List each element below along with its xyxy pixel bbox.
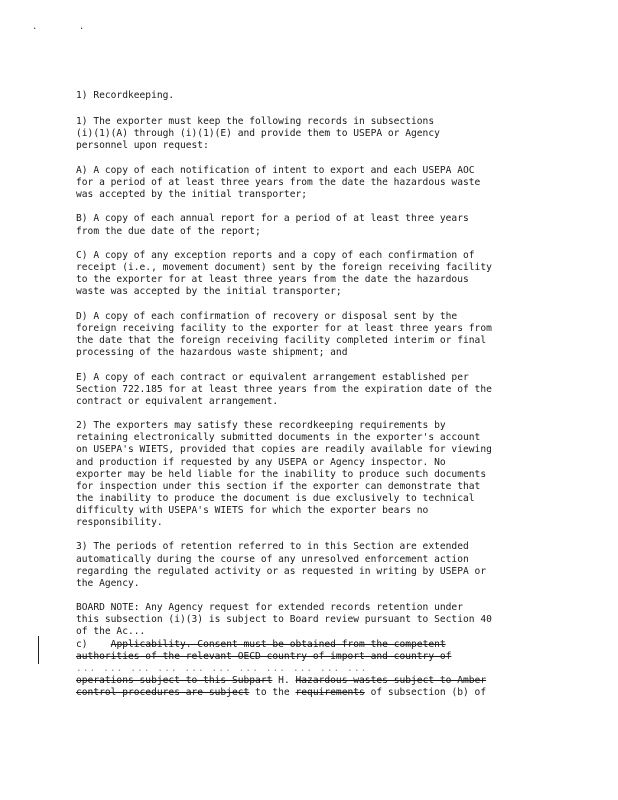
text-line: on USEPA's WIETS, provided that copies are readily available for viewing xyxy=(76,444,492,456)
text-line: BOARD NOTE: Any Agency request for extended records retention under xyxy=(76,602,463,614)
document-page xyxy=(76,90,546,711)
text-line: C) A copy of any exception reports and a copy of each confirmation of xyxy=(76,250,475,262)
struck-line-2: authorities of the relevant OECD country of import and country of xyxy=(76,650,452,662)
struck-section xyxy=(76,639,546,699)
text-line: contract or equivalent arrangement. xyxy=(76,395,279,407)
plain-text: to the xyxy=(249,686,296,698)
plain-text: of subsection (b) of xyxy=(364,686,487,698)
faint-line: ... ... ... ... ... ... ... ... ... ... ... xyxy=(76,662,368,674)
text-line: difficulty with USEPA's WIETS for which the exporter bears no xyxy=(76,504,429,516)
paragraph-a xyxy=(76,165,546,201)
text-line: personnel upon request: xyxy=(76,140,209,152)
text-line: 3) The periods of retention referred to in this Section are extended xyxy=(76,541,469,553)
text-line: and production if requested by any USEPA or Agency inspector. No xyxy=(76,456,446,468)
text-line: exporter may be held liable for the inability to produce such documents xyxy=(76,468,487,480)
text-line: B) A copy of each annual report for a period of at least three years xyxy=(76,213,469,225)
text-line: A) A copy of each notification of intent to export and each USEPA AOC xyxy=(76,164,475,176)
struck-text: requirements xyxy=(295,686,365,698)
paragraph-d xyxy=(76,311,546,359)
text-line: D) A copy of each confirmation of recovery or disposal sent by the xyxy=(76,310,458,322)
plain-text: H. xyxy=(272,674,296,686)
paragraph-e xyxy=(76,372,546,408)
text-line: processing of the hazardous waste shipment; and xyxy=(76,347,348,359)
struck-line-1 xyxy=(76,639,546,651)
text-line: E) A copy of each contract or equivalent arrangement established per xyxy=(76,371,469,383)
text-line: responsibility. xyxy=(76,516,163,528)
text-line: foreign receiving facility to the exporter for at least three years from xyxy=(76,322,492,334)
text-line: 1) The exporter must keep the following records in subsections xyxy=(76,116,435,128)
section-heading xyxy=(76,90,546,102)
struck-line-4 xyxy=(76,675,546,687)
heading-text: 1) Recordkeeping. xyxy=(76,90,175,101)
header-marks: . . xyxy=(32,22,103,32)
paragraph-2 xyxy=(76,420,546,529)
paragraph-c xyxy=(76,250,546,298)
text-line: for a period of at least three years from the date the hazardous waste xyxy=(76,176,481,188)
text-line: the date that the foreign receiving facility completed interim or final xyxy=(76,334,487,346)
paragraph-b xyxy=(76,213,546,237)
text-line: to the exporter for at least three years from the date the hazardous xyxy=(76,274,469,286)
struck-text: Applicability. Consent must be obtained from the competent xyxy=(110,638,446,650)
paragraph-1 xyxy=(76,116,546,152)
revision-margin-bar xyxy=(38,636,39,664)
paragraph-3 xyxy=(76,541,546,589)
text-line: regarding the regulated activity or as requested in writing by USEPA or xyxy=(76,565,487,577)
text-line: Section 722.185 for at least three years from the expiration date of the xyxy=(76,383,492,395)
text-line: this subsection (i)(3) is subject to Board review pursuant to Section 40 xyxy=(76,614,492,626)
struck-label: c) xyxy=(76,638,88,650)
text-line: (i)(1)(A) through (i)(1)(E) and provide them to USEPA or Agency xyxy=(76,128,440,140)
struck-text: operations subject to this Subpart xyxy=(76,674,273,686)
struck-line-5 xyxy=(76,687,546,699)
text-line: retaining electronically submitted documents in the exporter's account xyxy=(76,432,481,444)
text-line: automatically during the course of any unresolved enforcement action xyxy=(76,553,469,565)
text-line: was accepted by the initial transporter; xyxy=(76,188,308,200)
text-line: the inability to produce the document is due exclusively to technical xyxy=(76,492,475,504)
text-line: from the due date of the report; xyxy=(76,225,261,237)
text-line: receipt (i.e., movement document) sent by the foreign receiving facility xyxy=(76,262,492,274)
text-line: 2) The exporters may satisfy these recordkeeping requirements by xyxy=(76,420,446,432)
text-line: of the Ac... xyxy=(76,626,146,638)
text-line: waste was accepted by the initial transporter; xyxy=(76,286,342,298)
text-line: for inspection under this section if the exporter can demonstrate that xyxy=(76,480,481,492)
struck-text: control procedures are subject xyxy=(76,686,250,698)
text-line: the Agency. xyxy=(76,577,140,589)
board-note xyxy=(76,602,546,638)
struck-text: Hazardous wastes subject to Amber xyxy=(295,674,487,686)
